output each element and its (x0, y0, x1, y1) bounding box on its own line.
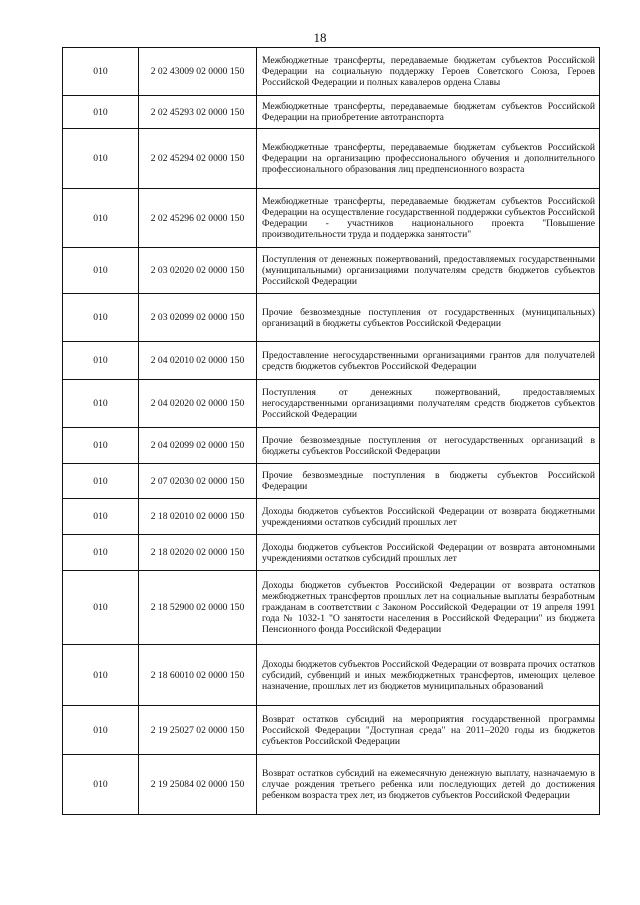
revenue-name-cell: Прочие безвозмездные поступления в бюджеты субъектов Российской Федерации (257, 464, 600, 499)
admin-code-cell: 010 (63, 96, 139, 129)
revenue-name-cell: Межбюджетные трансферты, передаваемые бюджетам субъектов Российской Федерации на осуществление государственной поддержки субъектов Российской Федерации - участников национального проекта "Повышение производительности труда и поддержка занятости" (257, 189, 600, 248)
table-row (63, 129, 600, 189)
revenue-name-cell: Доходы бюджетов субъектов Российской Федерации от возврата бюджетными учреждениями остатков субсидий прошлых лет (257, 499, 600, 535)
table-row (63, 380, 600, 428)
revenue-table (62, 47, 600, 815)
admin-code-cell: 010 (63, 129, 139, 189)
admin-code-cell: 010 (63, 380, 139, 428)
revenue-table-body (63, 48, 600, 815)
revenue-code-cell: 2 04 02099 02 0000 150 (139, 428, 257, 464)
revenue-name-cell: Прочие безвозмездные поступления от негосударственных организаций в бюджеты субъектов Российской Федерации (257, 428, 600, 464)
table-row (63, 499, 600, 535)
revenue-code-cell: 2 03 02020 02 0000 150 (139, 248, 257, 294)
revenue-code-cell: 2 02 43009 02 0000 150 (139, 48, 257, 96)
revenue-code-cell: 2 04 02020 02 0000 150 (139, 380, 257, 428)
revenue-name-cell: Межбюджетные трансферты, передаваемые бюджетам субъектов Российской Федерации на приобретение автотранспорта (257, 96, 600, 129)
revenue-code-cell: 2 18 02020 02 0000 150 (139, 535, 257, 571)
table-row (63, 464, 600, 499)
admin-code-cell: 010 (63, 755, 139, 815)
admin-code-cell: 010 (63, 189, 139, 248)
revenue-code-cell: 2 07 02030 02 0000 150 (139, 464, 257, 499)
revenue-code-cell: 2 18 60010 02 0000 150 (139, 645, 257, 706)
revenue-code-cell: 2 19 25084 02 0000 150 (139, 755, 257, 815)
revenue-code-cell: 2 19 25027 02 0000 150 (139, 706, 257, 755)
revenue-name-cell: Межбюджетные трансферты, передаваемые бюджетам субъектов Российской Федерации на социальную поддержку Героев Советского Союза, Героев Российской Федерации и полных кавалеров ордена Славы (257, 48, 600, 96)
revenue-code-cell: 2 02 45294 02 0000 150 (139, 129, 257, 189)
admin-code-cell: 010 (63, 248, 139, 294)
admin-code-cell: 010 (63, 48, 139, 96)
table-row (63, 428, 600, 464)
revenue-name-cell: Межбюджетные трансферты, передаваемые бюджетам субъектов Российской Федерации на организацию профессионального обучения и дополнительного профессионального образования лиц предпенсионного возраста (257, 129, 600, 189)
admin-code-cell: 010 (63, 571, 139, 645)
admin-code-cell: 010 (63, 706, 139, 755)
table-row (63, 755, 600, 815)
revenue-name-cell: Прочие безвозмездные поступления от государственных (муниципальных) организаций в бюджеты субъектов Российской Федерации (257, 294, 600, 342)
revenue-code-cell: 2 02 45296 02 0000 150 (139, 189, 257, 248)
table-row (63, 294, 600, 342)
table-row (63, 48, 600, 96)
revenue-name-cell: Доходы бюджетов субъектов Российской Федерации от возврата остатков межбюджетных трансфертов прошлых лет на социальные выплаты безработным гражданам в соответствии с Законом Российской Федерации от 19 апреля 1991 года № 1032-1 "О занятости населения в Российской Федерации" из бюджета Пенсионного фонда Российской Федерации (257, 571, 600, 645)
table-row (63, 645, 600, 706)
table-row (63, 96, 600, 129)
table-row (63, 342, 600, 380)
table-row (63, 189, 600, 248)
table-row (63, 248, 600, 294)
admin-code-cell: 010 (63, 428, 139, 464)
admin-code-cell: 010 (63, 645, 139, 706)
table-row (63, 706, 600, 755)
admin-code-cell: 010 (63, 294, 139, 342)
revenue-code-cell: 2 18 52900 02 0000 150 (139, 571, 257, 645)
revenue-name-cell: Предоставление негосударственными организациями грантов для получателей средств бюджетов субъектов Российской Федерации (257, 342, 600, 380)
revenue-name-cell: Возврат остатков субсидий на ежемесячную денежную выплату, назначаемую в случае рождения третьего ребенка или последующих детей до достижения ребенком возраста трех лет, из бюджетов субъектов Российской Федерации (257, 755, 600, 815)
revenue-code-cell: 2 02 45293 02 0000 150 (139, 96, 257, 129)
admin-code-cell: 010 (63, 535, 139, 571)
table-row (63, 535, 600, 571)
table-row (63, 571, 600, 645)
revenue-name-cell: Поступления от денежных пожертвований, предоставляемых государственными (муниципальными) организациями получателям средств бюджетов субъектов Российской Федерации (257, 248, 600, 294)
revenue-code-cell: 2 03 02099 02 0000 150 (139, 294, 257, 342)
revenue-code-cell: 2 04 02010 02 0000 150 (139, 342, 257, 380)
revenue-name-cell: Поступления от денежных пожертвований, предоставляемых негосударственными организациями получателям средств бюджетов субъектов Российской Федерации (257, 380, 600, 428)
revenue-code-cell: 2 18 02010 02 0000 150 (139, 499, 257, 535)
revenue-name-cell: Возврат остатков субсидий на мероприятия государственной программы Российской Федерации "Доступная среда" на 2011–2020 годы из бюджетов субъектов Российской Федерации (257, 706, 600, 755)
revenue-name-cell: Доходы бюджетов субъектов Российской Федерации от возврата автономными учреждениями остатков субсидий прошлых лет (257, 535, 600, 571)
revenue-name-cell: Доходы бюджетов субъектов Российской Федерации от возврата прочих остатков субсидий, субвенций и иных межбюджетных трансфертов, имеющих целевое назначение, прошлых лет из бюджетов муниципальных образований (257, 645, 600, 706)
admin-code-cell: 010 (63, 464, 139, 499)
admin-code-cell: 010 (63, 342, 139, 380)
admin-code-cell: 010 (63, 499, 139, 535)
page-number: 18 (313, 30, 327, 45)
